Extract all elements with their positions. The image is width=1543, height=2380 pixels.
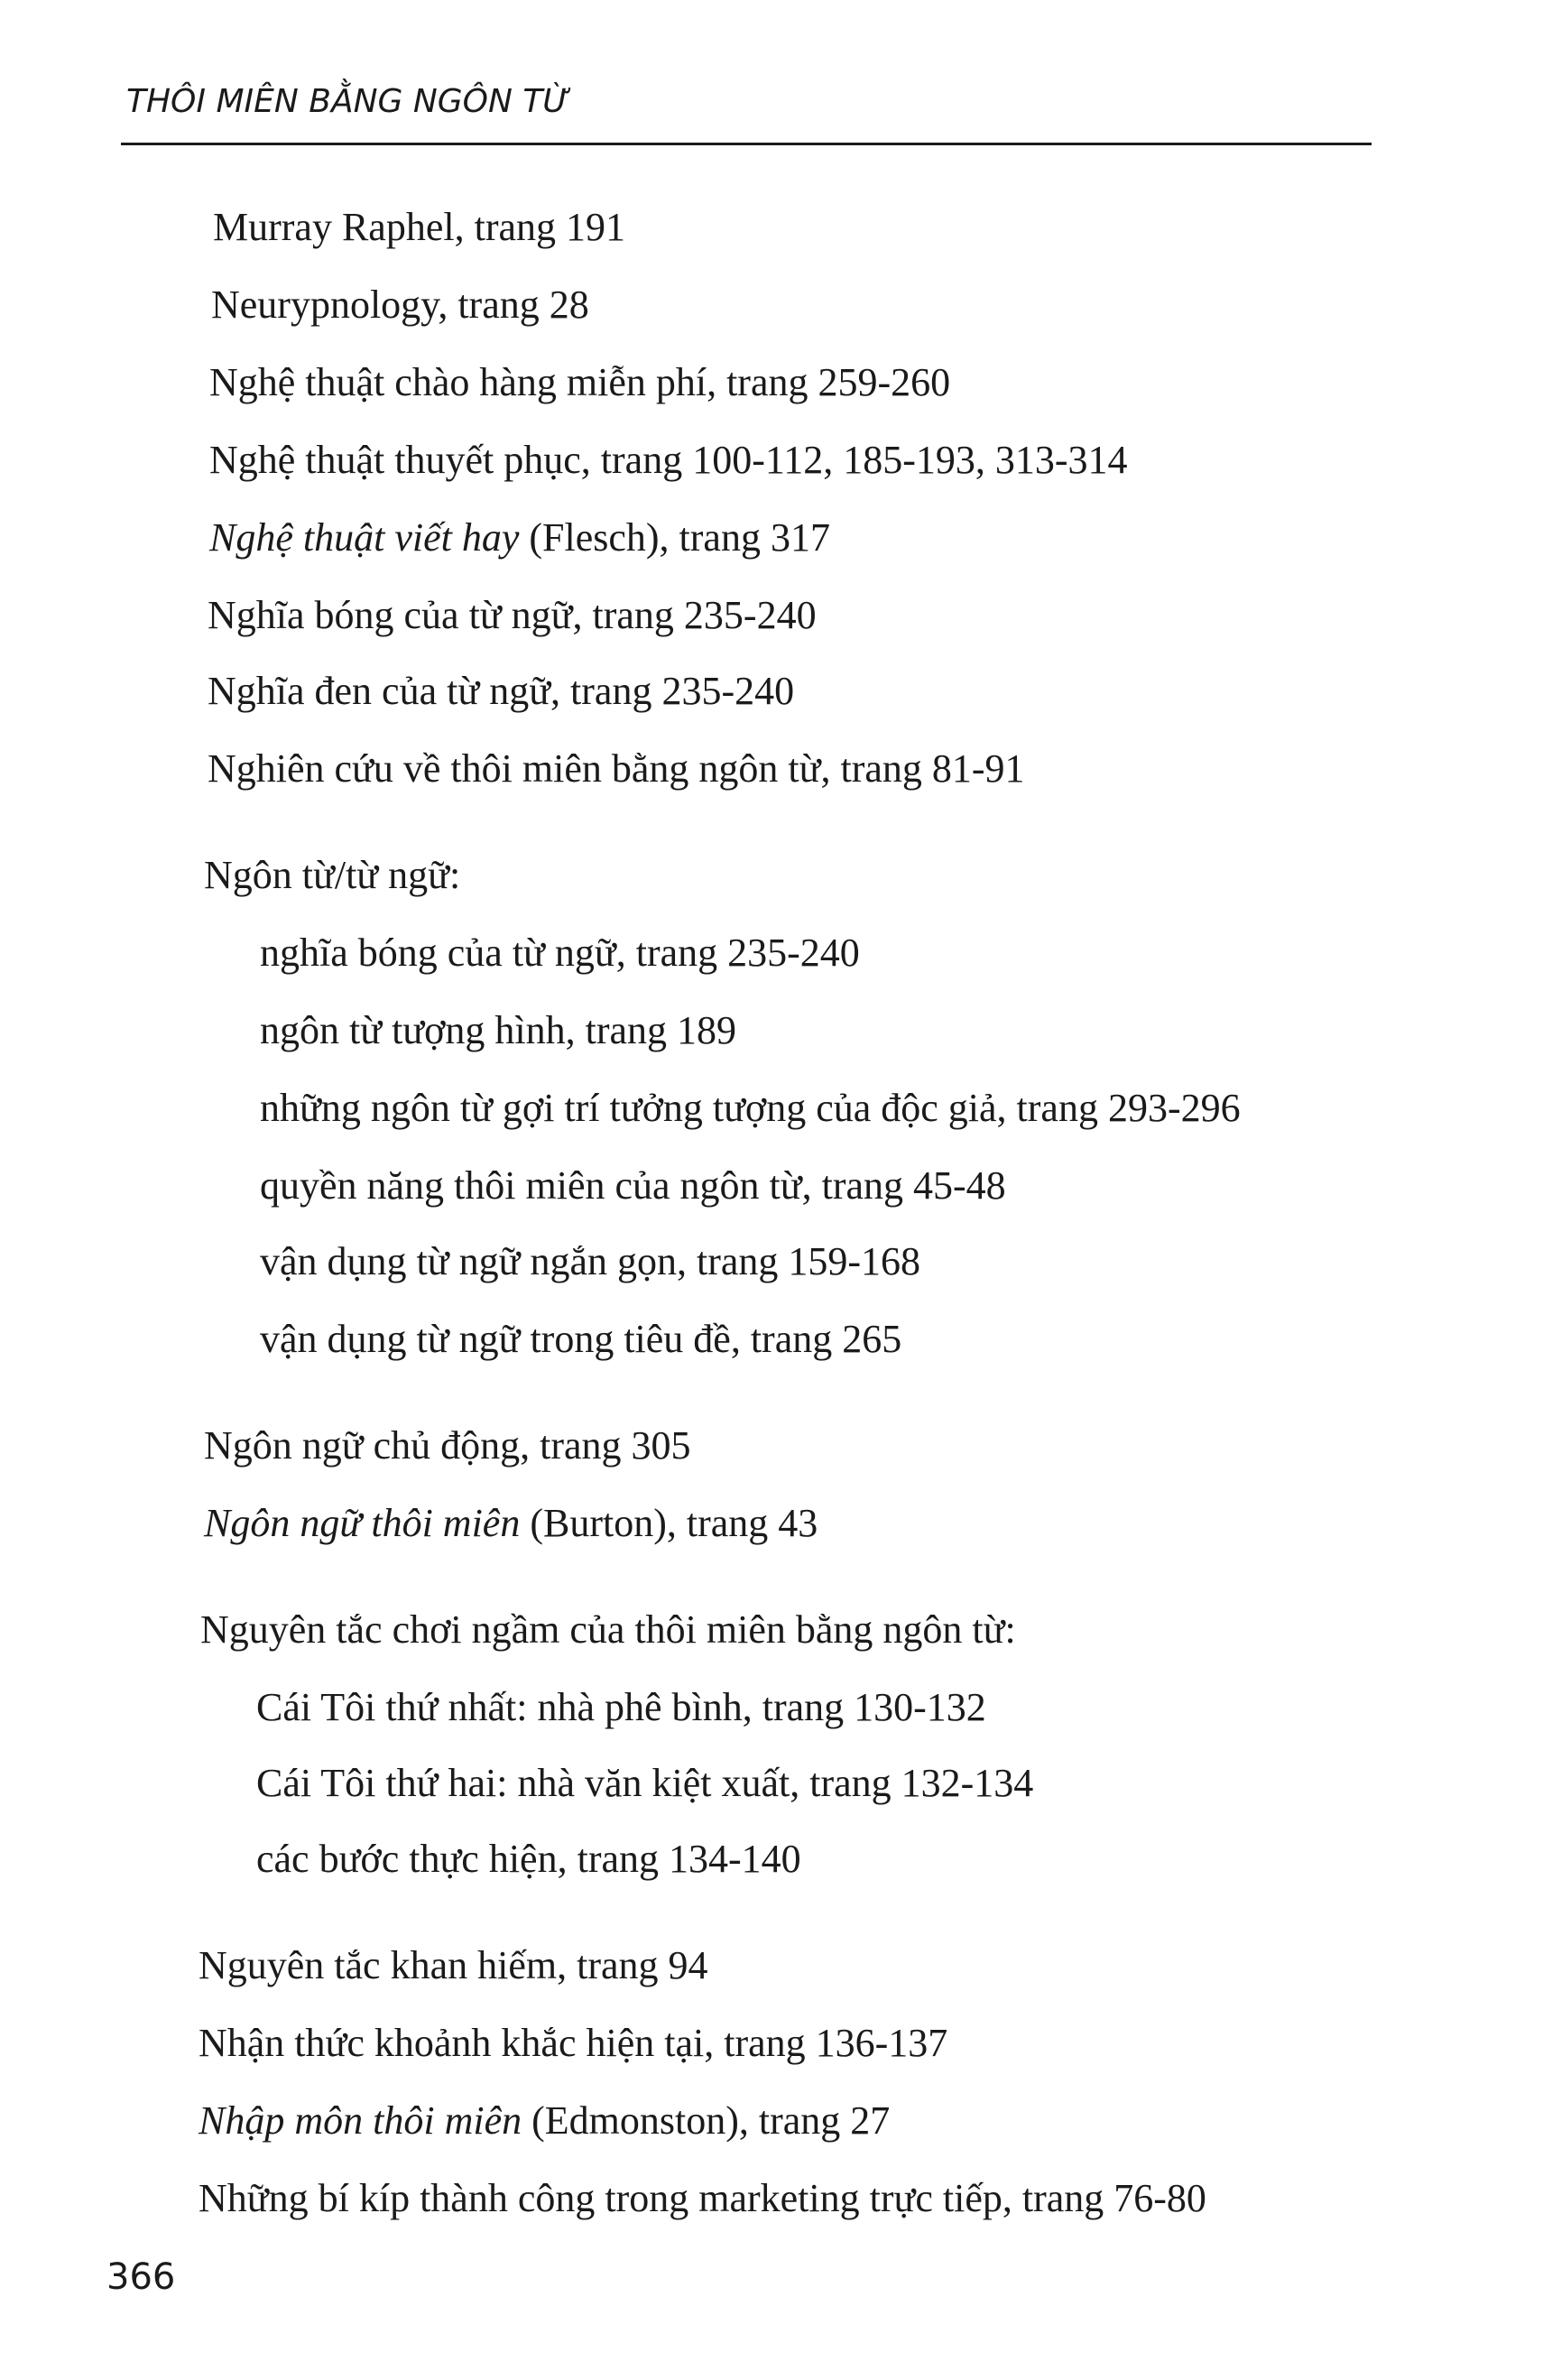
index-entry-heading: Ngôn từ/từ ngữ:: [204, 853, 461, 897]
index-subentry: ngôn từ tượng hình, trang 189: [260, 1008, 737, 1052]
index-entry-heading: Nguyên tắc chơi ngầm của thôi miên bằng ngôn từ:: [200, 1607, 1016, 1652]
page-number: 366: [106, 2256, 176, 2298]
index-entry: Neurypnology, trang 28: [211, 282, 589, 327]
index-entry: Những bí kíp thành công trong marketing trực tiếp, trang 76-80: [199, 2176, 1206, 2220]
index-entry: Nghệ thuật viết hay (Flesch), trang 317: [209, 515, 830, 560]
index-entry: Nghệ thuật thuyết phục, trang 100-112, 185-193, 313-314: [209, 438, 1128, 482]
running-header: THÔI MIÊN BẰNG NGÔN TỪ: [126, 83, 570, 120]
index-entry: Nghĩa đen của từ ngữ, trang 235-240: [208, 669, 795, 713]
index-subentry: vận dụng từ ngữ ngắn gọn, trang 159-168: [260, 1239, 921, 1283]
index-entry: Ngôn ngữ thôi miên (Burton), trang 43: [204, 1501, 818, 1545]
index-entry: Nghệ thuật chào hàng miễn phí, trang 259-260: [209, 360, 951, 404]
index-entry: Nghĩa bóng của từ ngữ, trang 235-240: [208, 593, 817, 637]
index-subentry: những ngôn từ gợi trí tưởng tượng của độc giả, trang 293-296: [260, 1086, 1241, 1130]
index-entry: Murray Raphel, trang 191: [213, 205, 625, 249]
index-subentry: Cái Tôi thứ hai: nhà văn kiệt xuất, trang 132-134: [256, 1761, 1034, 1805]
index-entry: Nghiên cứu về thôi miên bằng ngôn từ, trang 81-91: [208, 746, 1025, 791]
index-entry: Nguyên tắc khan hiếm, trang 94: [199, 1943, 708, 1987]
index-entry: Nhận thức khoảnh khắc hiện tại, trang 136-137: [199, 2021, 948, 2065]
header-rule: [121, 143, 1372, 145]
index-subentry: các bước thực hiện, trang 134-140: [256, 1837, 801, 1881]
index-subentry: nghĩa bóng của từ ngữ, trang 235-240: [260, 931, 860, 975]
index-entry: Ngôn ngữ chủ động, trang 305: [204, 1423, 691, 1468]
index-entry: Nhập môn thôi miên (Edmonston), trang 27: [199, 2098, 891, 2143]
index-subentry: Cái Tôi thứ nhất: nhà phê bình, trang 130-132: [256, 1685, 986, 1729]
index-subentry: vận dụng từ ngữ trong tiêu đề, trang 265: [260, 1317, 902, 1361]
index-subentry: quyền năng thôi miên của ngôn từ, trang 45-48: [260, 1163, 1006, 1208]
